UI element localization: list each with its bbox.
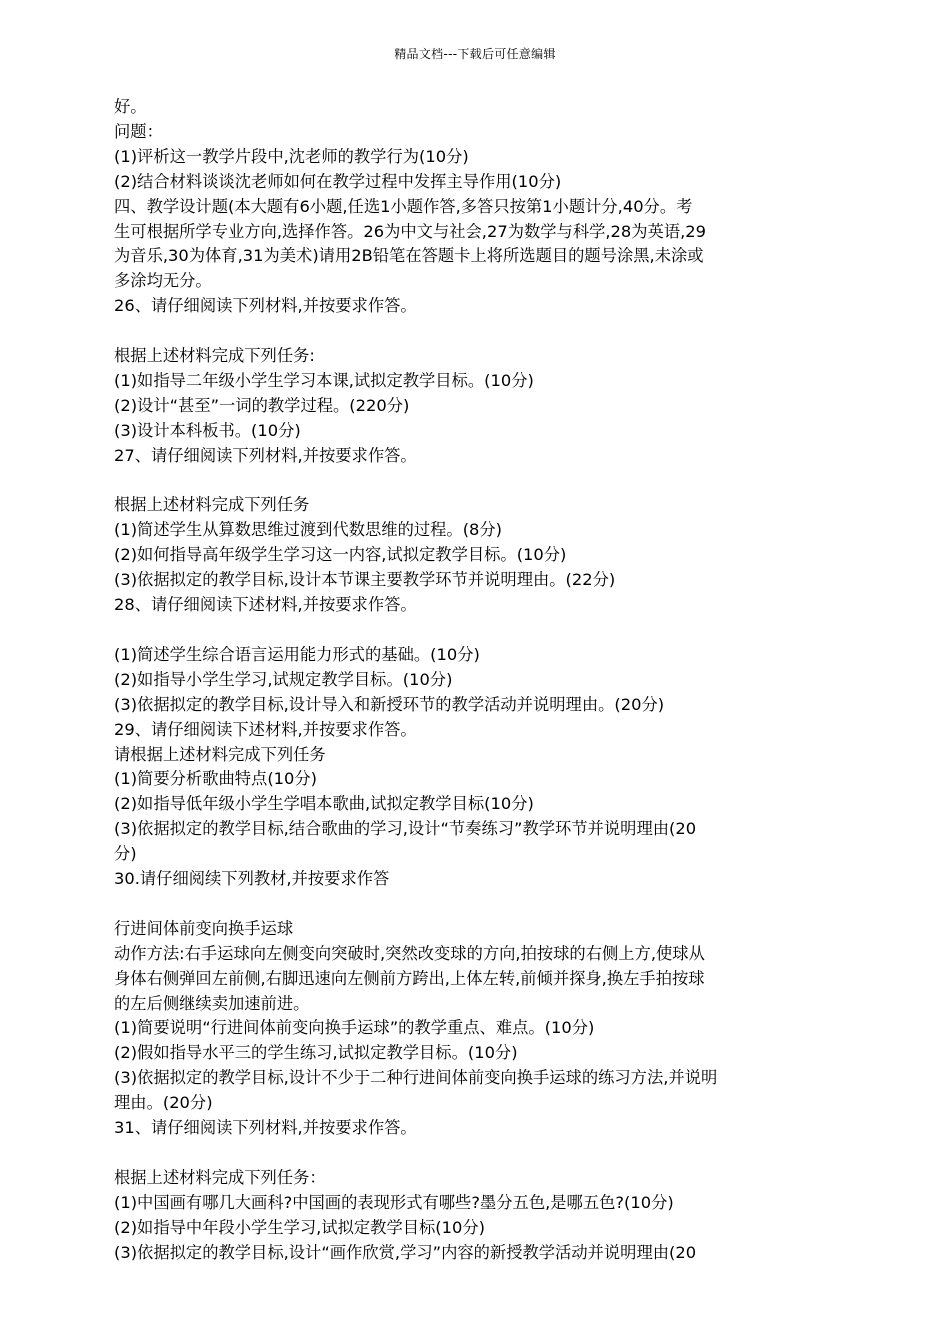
- text-line: (1)如指导二年级小学生学习本课,试拟定教学目标。(10分): [114, 370, 534, 390]
- text-line: 的左后侧继续卖加速前进。: [114, 993, 310, 1013]
- text-line: (2)结合材料谈谈沈老师如何在教学过程中发挥主导作用(10分): [114, 171, 562, 191]
- text-line: 生可根据所学专业方向,选择作答。26为中文与社会,27为数学与科学,28为英语,29: [114, 221, 707, 241]
- text-line: (3)依据拟定的教学目标,设计本节课主要教学环节并说明理由。(22分): [114, 570, 616, 590]
- blank-line: [114, 618, 838, 643]
- page-header: 精品文档---下载后可任意编辑: [394, 47, 556, 61]
- text-line: (3)依据拟定的教学目标,设计不少于二种行进间体前变向换手运球的练习方法,并说明: [114, 1068, 718, 1088]
- text-line: (2)假如指导水平三的学生练习,试拟定教学目标。(10分): [114, 1043, 518, 1063]
- text-line: 问题：: [114, 121, 163, 141]
- text-line: (2)如指导中年段小学生学习,试拟定教学目标(10分): [114, 1217, 486, 1237]
- text-line: (3)依据拟定的教学目标,结合歌曲的学习,设计“节奏练习”教学环节并说明理由(20: [114, 819, 697, 839]
- text-line: 26、请仔细阅读下列材料,并按要求作答。: [114, 296, 417, 316]
- text-line: 动作方法:右手运球向左侧变向突破时,突然改变球的方向,拍按球的右侧上方,使球从: [114, 943, 705, 963]
- text-line: 27、请仔细阅读下列材料,并按要求作答。: [114, 445, 417, 465]
- blank-line: [114, 469, 838, 494]
- text-line: (2)如指导低年级小学生学唱本歌曲,试拟定教学目标(10分): [114, 794, 534, 814]
- text-line: 身体右侧弹回左前侧,右脚迅速向左侧前方跨出,上体左转,前倾并探身,换左手拍按球: [114, 968, 705, 988]
- text-line: 28、请仔细阅读下述材料,并按要求作答。: [114, 595, 417, 615]
- text-line: (2)如何指导高年级学生学习这一内容,试拟定教学目标。(10分): [114, 545, 567, 565]
- text-line: 根据上述材料完成下列任务: [114, 495, 310, 515]
- document-body: [114, 95, 838, 1266]
- text-line: (1)简述学生从算数思维过渡到代数思维的过程。(8分): [114, 520, 503, 540]
- text-line: (3)设计本科板书。(10分): [114, 420, 301, 440]
- text-line: (1)简要分析歌曲特点(10分): [114, 769, 318, 789]
- text-line: 根据上述材料完成下列任务:: [114, 346, 315, 366]
- blank-line: [114, 892, 838, 917]
- text-line: 30.请仔细阅续下列教材,并按要求作答: [114, 869, 390, 889]
- text-line: (1)中国画有哪几大画科?中国画的表现形式有哪些?墨分五色,是哪五色?(10分): [114, 1192, 674, 1212]
- text-line: 理由。(20分): [114, 1093, 213, 1113]
- text-line: 多涂均无分。: [114, 271, 212, 291]
- text-line: (1)评析这一教学片段中,沈老师的教学行为(10分): [114, 146, 469, 166]
- text-line: 为音乐,30为体育,31为美术)请用2B铅笔在答题卡上将所选题目的题号涂黑,未涂或: [114, 246, 704, 266]
- text-line: 31、请仔细阅读下列材料,并按要求作答。: [114, 1118, 417, 1138]
- blank-line: [114, 319, 838, 344]
- text-line: (1)简述学生综合语言运用能力形式的基础。(10分): [114, 644, 480, 664]
- text-line: 29、请仔细阅读下述材料,并按要求作答。: [114, 719, 417, 739]
- text-line: 好。: [114, 97, 147, 116]
- text-line: 行进间体前变向换手运球: [114, 918, 294, 938]
- text-line: 四、教学设计题(本大题有6小题,任选1小题作答,多答只按第1小题计分,40分。考: [114, 196, 693, 216]
- text-line: (2)如指导小学生学习,试规定教学目标。(10分): [114, 669, 453, 689]
- blank-line: [114, 1141, 838, 1166]
- text-line: (1)简要说明“行进间体前变向换手运球”的教学重点、难点。(10分): [114, 1018, 595, 1038]
- text-line: 分): [114, 844, 137, 864]
- text-line: (3)依据拟定的教学目标,设计“画作欣赏,学习”内容的新授教学活动并说明理由(20: [114, 1242, 697, 1262]
- text-line: (2)设计“甚至”一词的教学过程。(220分): [114, 395, 410, 415]
- text-line: 根据上述材料完成下列任务：: [114, 1167, 326, 1187]
- text-line: 请根据上述材料完成下列任务: [114, 744, 326, 764]
- text-line: (3)依据拟定的教学目标,设计导入和新授环节的教学活动并说明理由。(20分): [114, 694, 665, 714]
